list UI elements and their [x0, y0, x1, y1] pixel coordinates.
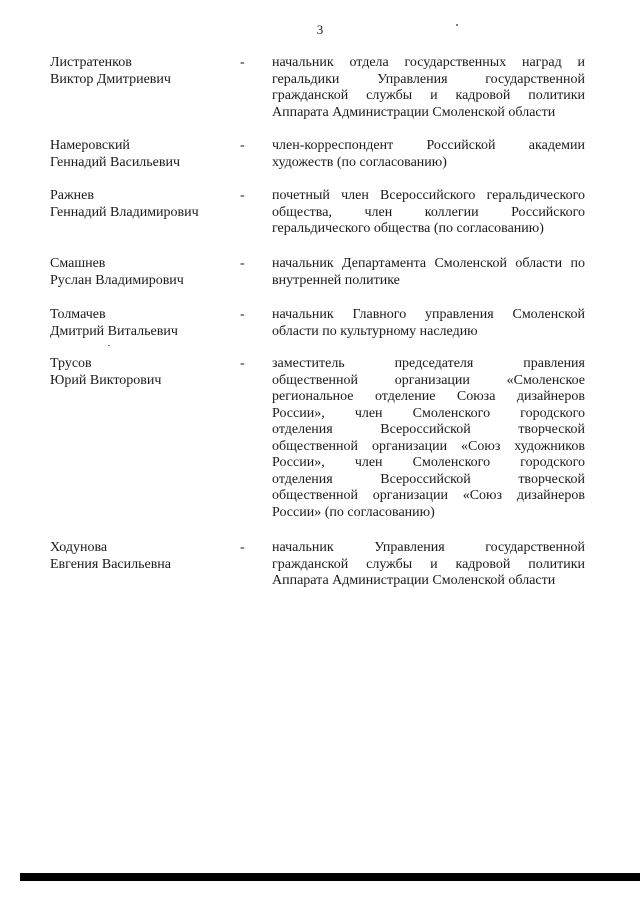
member-surname: Ходунова: [50, 540, 108, 555]
member-given-name: Геннадий Васильевич: [50, 154, 181, 170]
member-role: [272, 307, 585, 340]
member-surname: Толмачев: [50, 307, 106, 322]
separator-dash: -: [240, 55, 245, 70]
member-role: [272, 55, 585, 121]
member-given-name: Дмитрий Витальевич: [50, 323, 178, 339]
separator-dash: -: [240, 256, 245, 271]
member-name: [50, 540, 230, 573]
scan-speck: [108, 345, 110, 346]
member-surname: Листратенков: [50, 55, 132, 70]
role-line: внутренней политике: [272, 272, 400, 288]
role-line: отделения Всероссийской творческой: [272, 471, 585, 487]
page-number: 3: [316, 22, 324, 37]
role-line: региональное отделение Союза дизайнеров: [272, 389, 585, 404]
role-line: России» (по согласованию): [272, 504, 435, 520]
role-line: член-корреспондент Российской академии: [272, 138, 585, 153]
role-line: общества, член коллегии Российского: [272, 204, 585, 220]
scan-speck: [456, 24, 458, 26]
member-name: [50, 256, 230, 289]
role-line: гражданской службы и кадровой политики: [272, 556, 585, 572]
role-line: начальник отдела государственных наград и: [272, 55, 585, 70]
member-name: [50, 307, 230, 340]
role-line: общественной организации «Смоленское: [272, 372, 585, 388]
role-line: России», член Смоленского городского: [272, 405, 585, 421]
member-role: [272, 256, 585, 289]
member-given-name: Евгения Васильевна: [50, 556, 172, 572]
member-surname: Намеровский: [50, 138, 130, 153]
member-name: [50, 188, 230, 221]
role-line: почетный член Всероссийского геральдического: [272, 188, 585, 203]
role-line: начальник Управления государственной: [272, 540, 585, 555]
role-line: гражданской службы и кадровой политики: [272, 88, 585, 103]
separator-dash: -: [240, 307, 245, 322]
role-line: России», член Смоленского городского: [272, 455, 585, 470]
member-given-name: Юрий Викторович: [50, 372, 162, 388]
member-given-name: Руслан Владимирович: [50, 272, 184, 288]
scan-edge-bar: [20, 873, 640, 881]
separator-dash: -: [240, 356, 245, 371]
member-role: [272, 356, 585, 521]
role-line: начальник Главного управления Смоленской: [272, 307, 585, 322]
member-role: [272, 540, 585, 590]
role-line: отделения Всероссийской творческой: [272, 422, 585, 437]
role-line: общественной организации «Союз дизайнеров: [272, 488, 585, 503]
role-line: Аппарата Администрации Смоленской области: [272, 573, 556, 588]
role-line: начальник Департамента Смоленской области по: [272, 256, 585, 271]
member-name: [50, 55, 230, 88]
separator-dash: -: [240, 540, 245, 555]
member-name: [50, 356, 230, 389]
member-name: [50, 138, 230, 171]
role-line: Аппарата Администрации Смоленской области: [272, 104, 556, 120]
member-given-name: Геннадий Владимирович: [50, 204, 199, 220]
member-surname: Ражнев: [50, 188, 94, 203]
member-surname: Трусов: [50, 356, 92, 371]
role-line: общественной организации «Союз художников: [272, 438, 585, 454]
member-role: [272, 138, 585, 171]
member-role: [272, 188, 585, 238]
member-surname: Смашнев: [50, 256, 106, 271]
member-given-name: Виктор Дмитриевич: [50, 71, 171, 87]
separator-dash: -: [240, 138, 245, 153]
role-line: заместитель председателя правления: [272, 356, 585, 371]
role-line: геральдического общества (по согласованию): [272, 221, 544, 236]
separator-dash: -: [240, 188, 245, 203]
role-line: области по культурному наследию: [272, 323, 478, 339]
role-line: художеств (по согласованию): [272, 154, 447, 170]
role-line: геральдики Управления государственной: [272, 71, 585, 87]
